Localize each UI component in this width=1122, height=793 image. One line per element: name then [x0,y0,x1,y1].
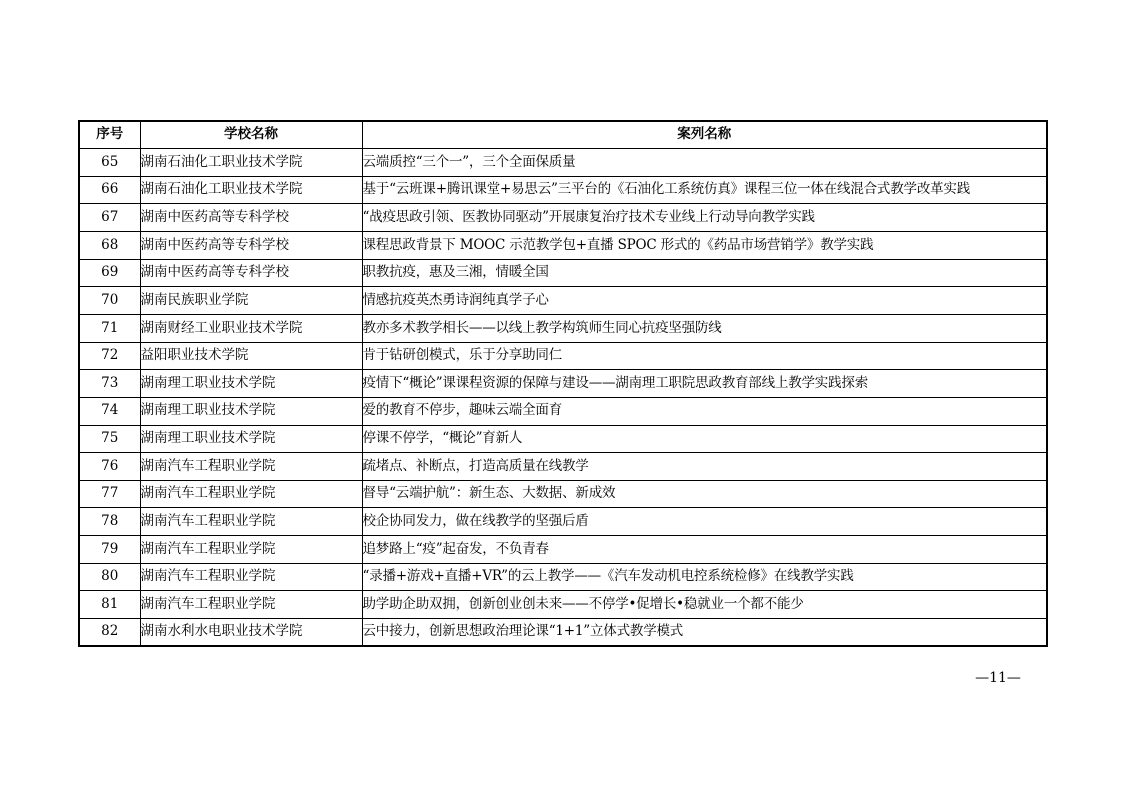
serial-number-cell: 70 [79,287,140,315]
school-name-cell: 湖南财经工业职业技术学院 [140,314,362,342]
table-row [79,508,1047,536]
school-name-cell: 湖南汽车工程职业学院 [140,453,362,481]
school-name-cell: 湖南汽车工程职业学院 [140,508,362,536]
serial-number-cell: 68 [79,232,140,260]
case-name-cell: 肯于钻研创模式，乐于分享助同仁 [362,342,1047,370]
serial-number-cell: 73 [79,370,140,398]
school-name-cell: 湖南民族职业学院 [140,287,362,315]
school-name-cell: 湖南理工职业技术学院 [140,425,362,453]
case-list-table [78,120,1048,647]
serial-number-cell: 82 [79,619,140,647]
school-name-cell: 湖南汽车工程职业学院 [140,480,362,508]
serial-number-cell: 66 [79,176,140,204]
serial-number-cell: 77 [79,480,140,508]
serial-number-cell: 81 [79,591,140,619]
school-name-cell: 湖南理工职业技术学院 [140,397,362,425]
case-name-cell: 疫情下“概论”课课程资源的保障与建设——湖南理工职院思政教育部线上教学实践探索 [362,370,1047,398]
school-name-cell: 湖南理工职业技术学院 [140,370,362,398]
header-case-name: 案列名称 [362,121,1047,149]
table-row [79,259,1047,287]
table-row [79,536,1047,564]
case-name-cell: 疏堵点、补断点，打造高质量在线教学 [362,453,1047,481]
serial-number-cell: 67 [79,204,140,232]
table-row [79,204,1047,232]
table-row [79,287,1047,315]
serial-number-cell: 80 [79,563,140,591]
case-name-cell: 助学助企助双拥，创新创业创未来——不停学•促增长•稳就业一个都不能少 [362,591,1047,619]
table-row [79,342,1047,370]
serial-number-cell: 79 [79,536,140,564]
table-header-row [79,121,1047,149]
case-name-cell: 督导“云端护航”：新生态、大数据、新成效 [362,480,1047,508]
table-row [79,370,1047,398]
case-name-cell: “战疫思政引领、医教协同驱动”开展康复治疗技术专业线上行动导向教学实践 [362,204,1047,232]
case-name-cell: 校企协同发力，做在线教学的坚强后盾 [362,508,1047,536]
school-name-cell: 湖南石油化工职业技术学院 [140,149,362,177]
table-row [79,619,1047,647]
case-name-cell: 教亦多术教学相长——以线上教学构筑师生同心抗疫坚强防线 [362,314,1047,342]
case-name-cell: 停课不停学，“概论”育新人 [362,425,1047,453]
table-row [79,176,1047,204]
case-name-cell: “录播+游戏+直播+VR”的云上教学——《汽车发动机电控系统检修》在线教学实践 [362,563,1047,591]
serial-number-cell: 65 [79,149,140,177]
table-row [79,453,1047,481]
school-name-cell: 益阳职业技术学院 [140,342,362,370]
table-row [79,591,1047,619]
table-body [79,149,1047,647]
case-name-cell: 追梦路上“疫”起奋发，不负青春 [362,536,1047,564]
serial-number-cell: 75 [79,425,140,453]
table-row [79,397,1047,425]
case-name-cell: 云中接力，创新思想政治理论课“1+1”立体式教学模式 [362,619,1047,647]
table-row [79,232,1047,260]
school-name-cell: 湖南汽车工程职业学院 [140,591,362,619]
school-name-cell: 湖南中医药高等专科学校 [140,232,362,260]
serial-number-cell: 78 [79,508,140,536]
table-row [79,149,1047,177]
case-name-cell: 职教抗疫，惠及三湘，情暖全国 [362,259,1047,287]
case-name-cell: 课程思政背景下 MOOC 示范教学包+直播 SPOC 形式的《药品市场营销学》教学实践 [362,232,1047,260]
serial-number-cell: 74 [79,397,140,425]
table-row [79,314,1047,342]
serial-number-cell: 71 [79,314,140,342]
school-name-cell: 湖南汽车工程职业学院 [140,563,362,591]
school-name-cell: 湖南石油化工职业技术学院 [140,176,362,204]
school-name-cell: 湖南中医药高等专科学校 [140,259,362,287]
table-row [79,425,1047,453]
page-number: —11— [975,670,1021,686]
serial-number-cell: 69 [79,259,140,287]
school-name-cell: 湖南汽车工程职业学院 [140,536,362,564]
case-name-cell: 情感抗疫英杰勇诗润纯真学子心 [362,287,1047,315]
school-name-cell: 湖南中医药高等专科学校 [140,204,362,232]
serial-number-cell: 76 [79,453,140,481]
table-row [79,563,1047,591]
case-name-cell: 云端质控“三个一”，三个全面保质量 [362,149,1047,177]
case-name-cell: 爱的教育不停步，趣味云端全面育 [362,397,1047,425]
school-name-cell: 湖南水利水电职业技术学院 [140,619,362,647]
header-serial-number: 序号 [79,121,140,149]
header-school-name: 学校名称 [140,121,362,149]
table-row [79,480,1047,508]
serial-number-cell: 72 [79,342,140,370]
case-name-cell: 基于“云班课+腾讯课堂+易思云”三平台的《石油化工系统仿真》课程三位一体在线混合式教学改革实践 [362,176,1047,204]
